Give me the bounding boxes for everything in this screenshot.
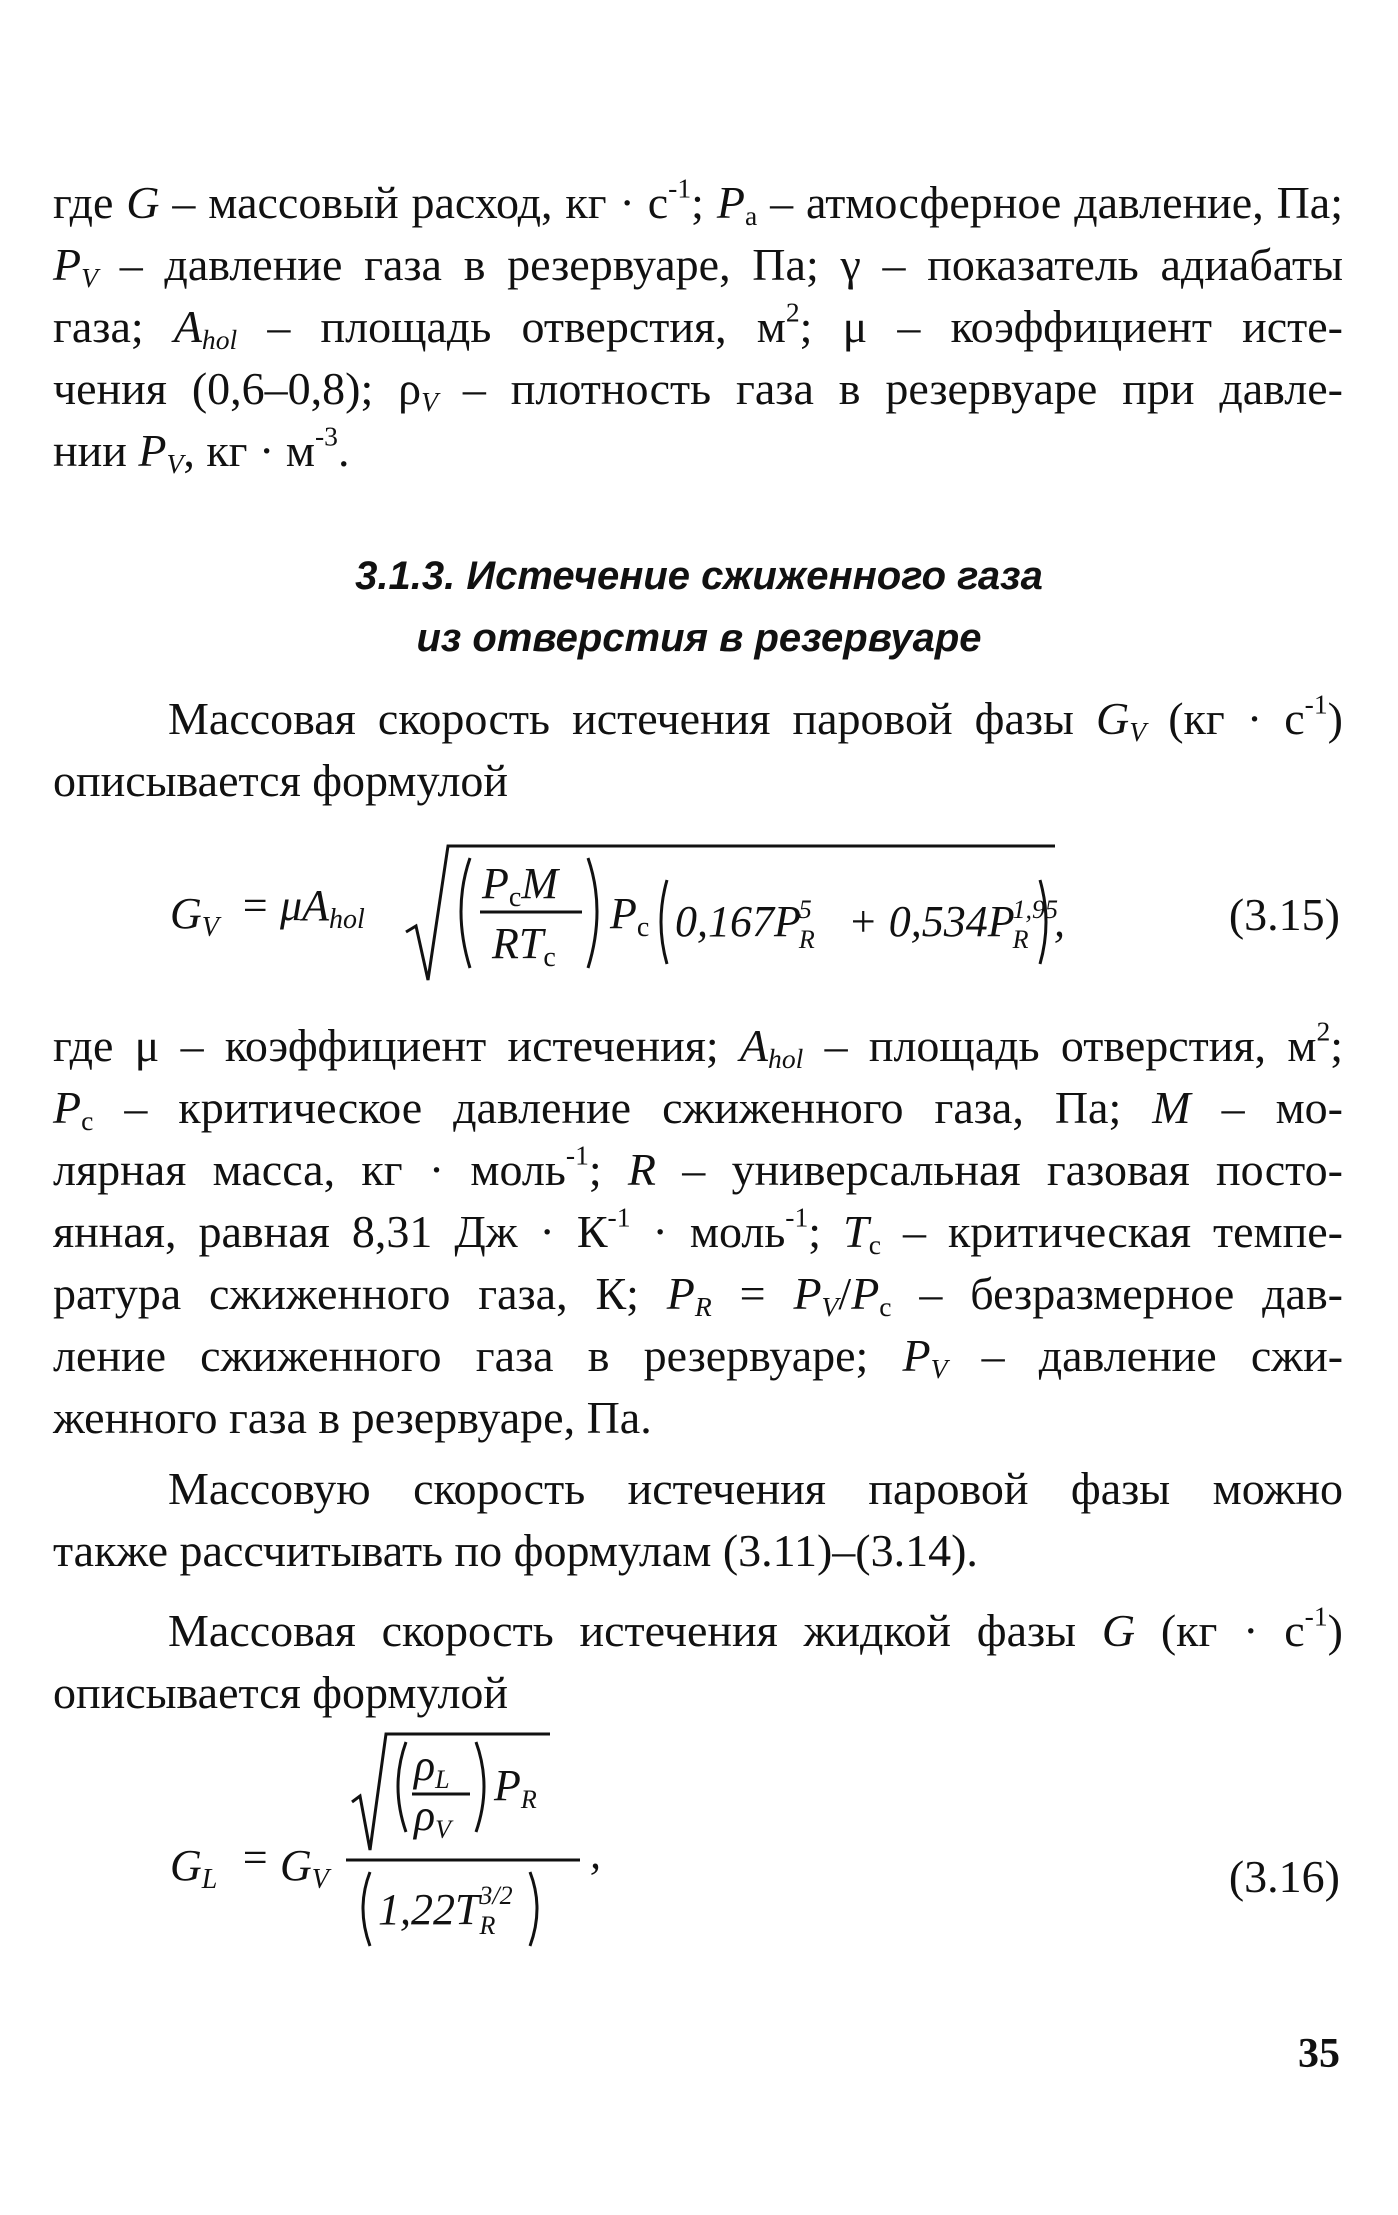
svg-text:μAhol: μAhol: [280, 881, 365, 935]
page-number: 35: [1298, 2031, 1340, 2077]
heading-line-1: 3.1.3. Истечение сжиженного газа: [355, 554, 1043, 598]
paragraph-liquid-intro: [53, 1600, 1343, 1724]
formula-3-16: [170, 1720, 630, 1971]
svg-text:1,22TR3/2: $1,22T_R3/2$: [378, 1881, 513, 1940]
formula-3-15: [170, 840, 1070, 1001]
text-line: лярная масса, кг · моль$^{-1}$; R – универсальная газовая посто-: [53, 1139, 1343, 1195]
text-line: чения (0,6–0,8); $\rho_V$ – плотность газа в резервуаре при давле-: [53, 363, 1343, 417]
svg-text:GV: GV: [280, 1841, 329, 1895]
text-line: ление сжиженного газа в резервуаре; $P_V$ – давление сжи-: [53, 1330, 1344, 1384]
svg-text:+ 0,534PR1,95: + 0,534PR1,95: [848, 895, 1058, 954]
svg-text:ρL: ρL: [414, 1741, 450, 1794]
text-line: Массовую скорость истечения паровой фазы можно: [168, 1463, 1343, 1514]
paragraph-variables-2: [53, 1015, 1343, 1449]
paragraph-alt-formulas: [53, 1458, 1343, 1582]
text-line: описывается формулой: [53, 1667, 509, 1718]
svg-text:0,167PR5: 0,167PR5: [675, 895, 815, 954]
section-heading: [0, 545, 1398, 669]
equation-number-3-15: (3.15): [1228, 889, 1340, 940]
text-line: где G – массовый расход, кг · $с^{-1}$; $P_а$ – атмосферное давление, Па;: [53, 172, 1343, 231]
text-line: нии $P_V$, кг · $м^{-3}$.: [53, 420, 350, 479]
text-line: Массовая скорость истечения паровой фазы $G_V$ $(кг \cdot с^{-1})$: [168, 688, 1343, 747]
svg-text:,: ,: [590, 1829, 601, 1878]
paragraph-vapor-intro: [53, 688, 1343, 812]
heading-line-2: из отверстия в резервуаре: [416, 616, 982, 660]
text-line: также рассчитывать по формулам (3.11)–(3.14).: [53, 1525, 978, 1576]
svg-text:=: =: [240, 881, 270, 930]
svg-text:PcM: PcM: [482, 859, 558, 913]
formula-3-15-graphic: [170, 840, 1070, 990]
text-line: женного газа в резервуаре, Па.: [53, 1392, 652, 1443]
text-line: $P_с$ – критическое давление сжиженного газа, Па; M – мо-: [53, 1082, 1343, 1136]
svg-text:ρV: ρV: [414, 1791, 452, 1844]
svg-text:PR: PR: [494, 1761, 537, 1814]
text-line: описывается формулой: [53, 755, 509, 806]
paragraph-variables-1: [53, 172, 1343, 482]
text-line: янная, равная 8,31 Дж · $К^{-1}$ · моль$^{-1}$; $T_с$ – критическая темпе-: [53, 1201, 1343, 1260]
svg-text:=: =: [240, 1833, 270, 1882]
svg-text:GV: GV: [170, 889, 219, 943]
text-line: $P_V$ – давление газа в резервуаре, Па; γ – показатель адиабаты: [53, 239, 1343, 293]
svg-text:RTc: RTc: [492, 919, 556, 973]
text-line: газа; $A_{hol}$ – площадь отверстия, $м^2$; μ – коэффициент исте-: [53, 296, 1343, 355]
svg-text:Pc: Pc: [610, 889, 650, 943]
svg-text:GL: GL: [170, 1841, 218, 1895]
text-line: Массовая скорость истечения жидкой фазы G $(кг \cdot с^{-1})$: [168, 1600, 1343, 1656]
formula-3-16-graphic: [170, 1720, 630, 1960]
svg-text:,: ,: [1054, 897, 1065, 946]
text-line: ратура сжиженного газа, К; $P_R = P_V/P_с$ – безразмерное дав-: [53, 1268, 1343, 1322]
text-line: где μ – коэффициент истечения; $A_{hol}$ – площадь отверстия, $м^2$;: [53, 1015, 1344, 1074]
equation-number-3-16: (3.16): [1228, 1851, 1340, 1902]
